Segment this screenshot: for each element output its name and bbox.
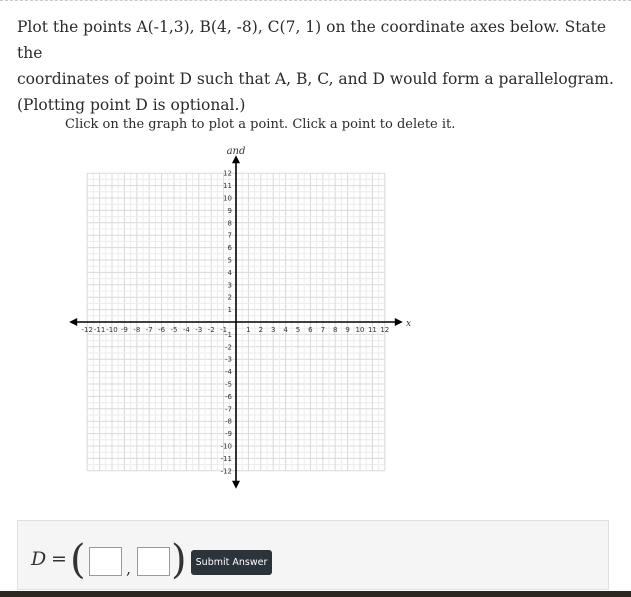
y-tick-label: -5: [225, 380, 232, 389]
x-tick-label: -10: [106, 326, 118, 334]
y-tick-label: 2: [227, 293, 232, 302]
y-tick-label: 12: [223, 169, 232, 178]
x-tick-label: -8: [133, 326, 141, 334]
y-tick-label: -2: [225, 343, 232, 352]
y-tick-label: -9: [225, 430, 232, 439]
question-line-3: (Plotting point D is optional.): [17, 96, 246, 114]
d-label: D: [31, 548, 47, 570]
y-tick-label: -3: [225, 355, 232, 364]
x-tick-label: 4: [283, 326, 288, 334]
equals-sign: =: [51, 548, 67, 570]
y-tick-label: -7: [225, 405, 232, 414]
y-tick-label: -12: [220, 467, 232, 476]
x-tick-label: -3: [195, 326, 203, 334]
y-tick-label: -11: [220, 454, 232, 463]
x-tick-label: -9: [120, 326, 128, 334]
x-tick-label: 9: [345, 326, 350, 334]
submit-answer-button[interactable]: Submit Answer: [191, 550, 272, 575]
question-text: [17, 14, 617, 118]
x-tick-label: -12: [81, 326, 93, 334]
y-tick-label: 10: [223, 194, 232, 203]
x-axis-arrow-right: [395, 318, 403, 326]
y-tick-label: 6: [227, 244, 232, 253]
y-tick-label: -8: [225, 417, 232, 426]
x-tick-label: 6: [308, 326, 313, 334]
x-tick-label: -11: [93, 326, 106, 334]
top-divider: [0, 0, 631, 1]
x-tick-label: 5: [295, 326, 301, 334]
y-tick-label: 8: [227, 219, 232, 228]
x-tick-label: -2: [207, 326, 215, 334]
y-axis-label: and: [226, 146, 246, 157]
y-tick-label: -10: [220, 442, 232, 451]
x-tick-label: -4: [182, 326, 190, 334]
y-tick-label: 11: [223, 182, 232, 191]
d-y-input[interactable]: [137, 547, 170, 576]
open-paren: (: [70, 537, 86, 583]
y-axis-arrow-down: [232, 481, 240, 489]
y-tick-label: 1: [227, 306, 232, 315]
x-tick-label: 8: [332, 326, 338, 334]
x-tick-label: 10: [355, 326, 365, 334]
x-tick-label: -6: [158, 326, 166, 334]
y-tick-label: 4: [227, 268, 232, 277]
x-axis-arrow-left: [69, 318, 77, 326]
x-tick-label: 11: [367, 326, 377, 334]
x-tick-label: 2: [258, 326, 264, 334]
x-tick-label: 1: [246, 326, 251, 334]
graph-instruction: Click on the graph to plot a point. Click a point to delete it.: [65, 117, 456, 132]
y-tick-label: -1: [225, 330, 232, 339]
y-tick-label: 7: [227, 231, 232, 240]
x-tick-label: -1: [220, 326, 228, 334]
coordinate-graph[interactable]: [68, 140, 413, 492]
question-line-2: coordinates of point D such that A, B, C, and D would form a parallelogram.: [17, 70, 614, 88]
y-tick-label: 5: [227, 256, 232, 265]
y-tick-label: -6: [225, 392, 232, 401]
comma: ,: [126, 559, 132, 578]
y-tick-label: 9: [227, 206, 232, 215]
x-axis-label: x: [406, 319, 412, 329]
d-x-input[interactable]: [89, 547, 122, 576]
axes: [69, 155, 403, 489]
question-line-1: Plot the points A(-1,3), B(4, -8), C(7, 1) on the coordinate axes below. State the: [17, 18, 607, 62]
x-tick-label: 12: [380, 326, 390, 334]
x-tick-label: -5: [170, 326, 178, 334]
x-tick-label: -7: [145, 326, 153, 334]
x-tick-label: 7: [320, 326, 326, 334]
close-paren: ): [171, 537, 187, 583]
x-tick-label: 3: [270, 326, 276, 334]
y-tick-label: -4: [225, 368, 232, 377]
bottom-bar: [0, 591, 631, 597]
y-tick-label: 3: [227, 281, 232, 290]
